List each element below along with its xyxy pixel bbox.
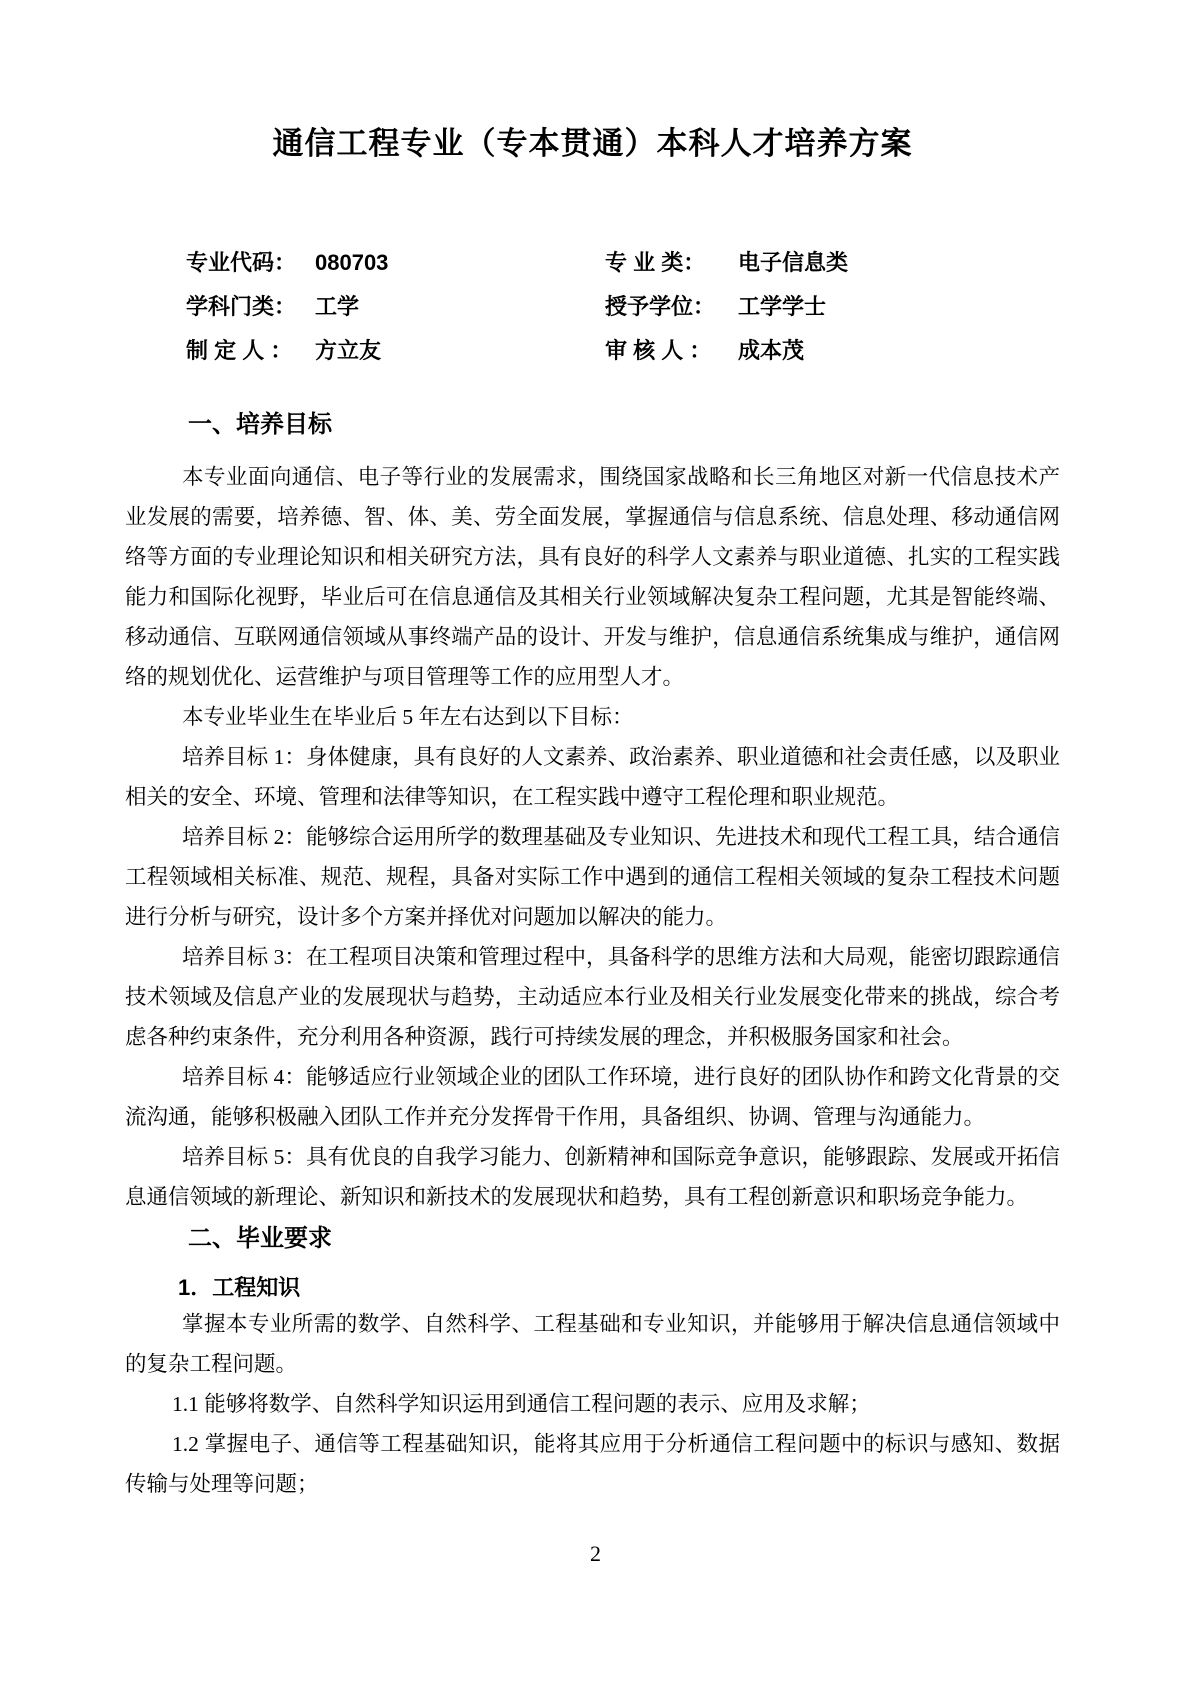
metadata-value: 成本茂 [738,338,805,363]
paragraph-objective-3: 培养目标 3：在工程项目决策和管理过程中，具备科学的思维方法和大局观，能密切跟踪通信技术领域及信息产业的发展现状与趋势，主动适应本行业及相关行业发展变化带来的挑战，综合考虑各种约束条件，充分利用各种资源，践行可持续发展的理念，并积极服务国家和社会。 [125,945,1060,1049]
metadata-field-author [186,329,605,373]
metadata-field-reviewer [605,329,804,373]
metadata-value: 工学学士 [738,294,827,319]
training-objectives-body [125,457,1060,1217]
metadata-label: 审 核 人 ： [605,338,712,363]
section-heading-training-objectives: 一、培养目标 [188,411,332,438]
section-heading-graduation-requirements: 二、毕业要求 [188,1225,332,1252]
subsection-heading-engineering-knowledge: 1．工程知识 [178,1275,301,1300]
metadata-label: 制 定 人 ： [186,338,293,363]
metadata-label: 授予学位： [605,294,716,319]
requirement-item-1-2: 1.2 掌握电子、通信等工程基础知识，能将其应用于分析通信工程问题中的标识与感知、数据传输与处理等问题； [125,1432,1060,1496]
paragraph-objective-2: 培养目标 2：能够综合运用所学的数理基础及专业知识、先进技术和现代工程工具，结合通信工程领域相关标准、规范、规程，具备对实际工作中遇到的通信工程相关领域的复杂工程技术问题进行分析与研究，设计多个方案并择优对问题加以解决的能力。 [125,825,1060,929]
metadata-label: 专 业 类： [605,250,706,275]
metadata-row [125,241,1060,285]
paragraph: 本专业面向通信、电子等行业的发展需求，围绕国家战略和长三角地区对新一代信息技术产业发展的需要，培养德、智、体、美、劳全面发展，掌握通信与信息系统、信息处理、移动通信网络等方面的专业理论知识和相关研究方法，具有良好的科学人文素养与职业道德、扎实的工程实践能力和国际化视野，毕业后可在信息通信及其相关行业领域解决复杂工程问题，尤其是智能终端、移动通信、互联网通信领域从事终端产品的设计、开发与维护，信息通信系统集成与维护，通信网络的规划优化、运营维护与项目管理等工作的应用型人才。 [125,465,1060,689]
metadata-value: 方立友 [315,338,382,363]
metadata-row [125,329,1060,373]
metadata-label: 专业代码： [186,250,297,275]
page-number: 2 [590,1541,601,1566]
metadata-label: 学科门类： [186,294,297,319]
paragraph-objective-5: 培养目标 5：具有优良的自我学习能力、创新精神和国际竞争意识，能够跟踪、发展或开拓信息通信领域的新理论、新知识和新技术的发展现状和趋势，具有工程创新意识和职场竞争能力。 [125,1145,1060,1209]
paragraph: 掌握本专业所需的数学、自然科学、工程基础和专业知识，并能够用于解决信息通信领域中的复杂工程问题。 [125,1312,1060,1376]
paragraph-objective-4: 培养目标 4：能够适应行业领域企业的团队工作环境，进行良好的团队协作和跨文化背景的交流沟通，能够积极融入团队工作并充分发挥骨干作用，具备组织、协调、管理与沟通能力。 [125,1065,1060,1129]
metadata-value: 080703 [315,250,389,275]
metadata-field-major-class [605,241,848,285]
metadata-value: 工学 [315,294,360,319]
paragraph: 本专业毕业生在毕业后 5 年左右达到以下目标： [182,705,634,729]
metadata-value: 电子信息类 [738,250,849,275]
metadata-field-discipline [186,285,605,329]
engineering-knowledge-body [125,1304,1060,1504]
paragraph-objective-1: 培养目标 1：身体健康，具有良好的人文素养、政治素养、职业道德和社会责任感，以及职业相关的安全、环境、管理和法律等知识，在工程实践中遵守工程伦理和职业规范。 [125,745,1060,809]
metadata-field-major-code [186,241,605,285]
metadata-block [125,241,1060,373]
requirement-item-1-1: 1.1 能够将数学、自然科学知识运用到通信工程问题的表示、应用及求解； [172,1392,871,1416]
document-title: 通信工程专业（专本贯通）本科人才培养方案 [272,126,913,161]
metadata-row [125,285,1060,329]
metadata-field-degree [605,285,826,329]
